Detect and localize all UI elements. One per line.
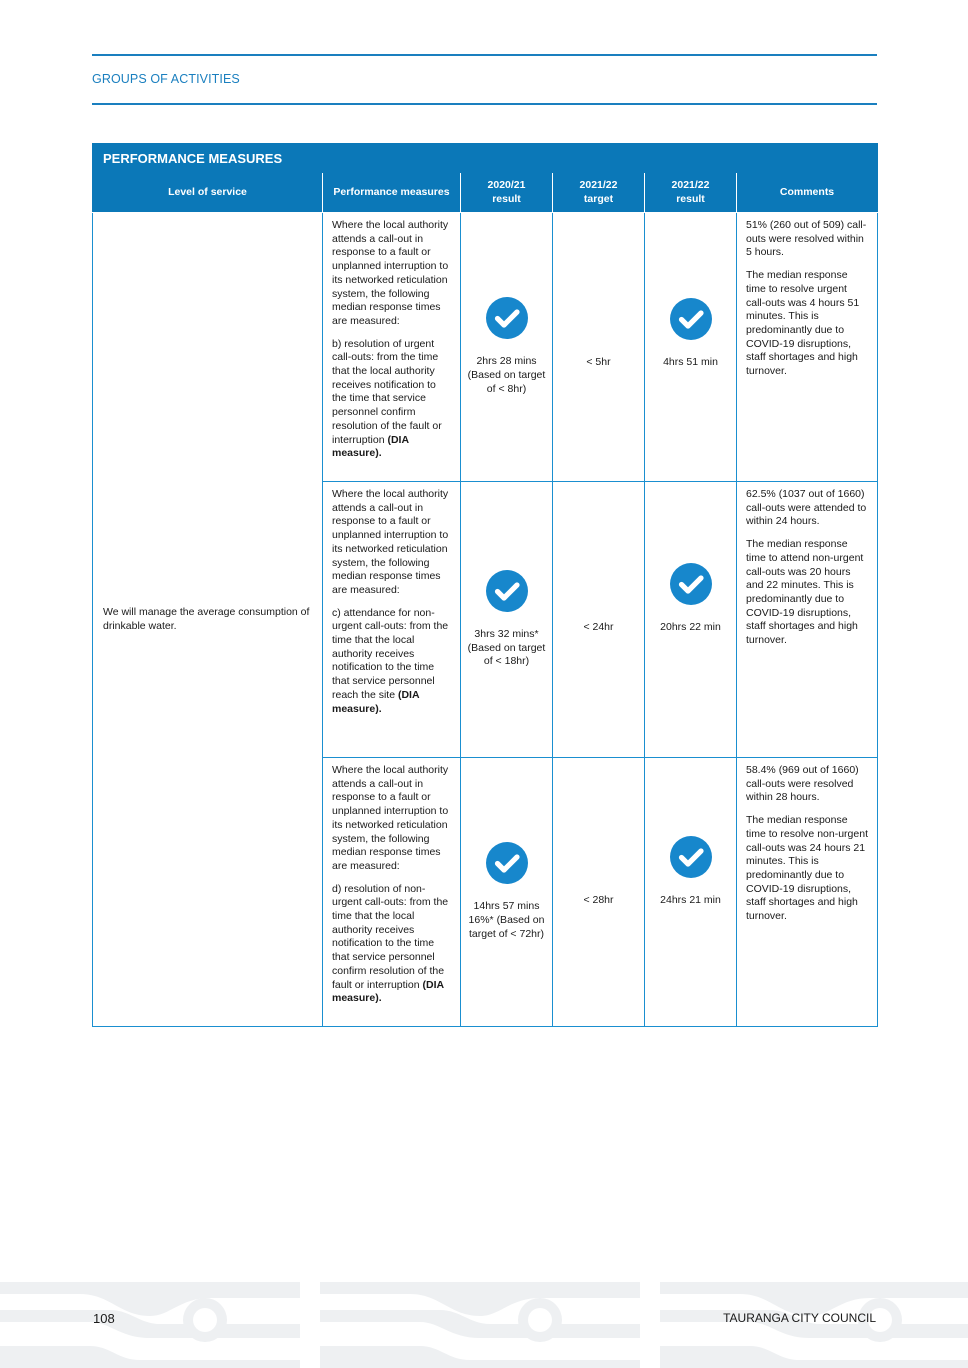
page-number: 108 — [93, 1311, 115, 1326]
checkmark-circle-icon — [486, 842, 528, 884]
comment-detail: The median response time to resolve non-urgent call-outs was 24 hours 21 minutes. This is predominantly due to COVID-19 disruptions, staff shortages and high turnover. — [746, 814, 868, 923]
col-header-line: 2021/22 — [671, 178, 710, 191]
target-cell — [553, 758, 645, 1027]
measure-intro: Where the local authority attends a call-out in response to a fault or unplanned interruption to its networked reticulation system, the following median response times are measured: — [332, 488, 449, 596]
measure-detail-text: c) attendance for non-urgent call-outs: from the time that the local authority receives notification to the time that service personnel reach the site — [332, 606, 449, 701]
dia-measure-label: (DIA measure). — [332, 978, 444, 1005]
checkmark-circle-icon — [670, 563, 712, 605]
target-value: < 24hr — [583, 621, 614, 634]
comments-cell — [737, 758, 878, 1027]
col-header-2020-21-result — [461, 173, 553, 213]
measure-detail-text: d) resolution of non-urgent call-outs: from the time that the local authority receives notification to the time that service personnel confirm resolution of the fault or interruption — [332, 882, 449, 991]
prev-result-value: 14hrs 57 mins 16%* (Based on target of < 72hr) — [468, 900, 545, 940]
prev-result-cell — [461, 482, 553, 758]
header-top-rule — [92, 54, 877, 56]
measure-intro: Where the local authority attends a call-out in response to a fault or unplanned interruption to its networked reticulation system, the following median response times are measured: — [332, 219, 449, 327]
result-value: 4hrs 51 min — [663, 355, 718, 368]
checkmark-circle-icon — [486, 297, 528, 339]
performance-measure-cell — [323, 213, 461, 482]
result-cell — [645, 213, 737, 482]
col-header-2021-22-result — [645, 173, 737, 213]
col-header-performance-measures: Performance measures — [323, 173, 461, 213]
measure-detail — [332, 338, 451, 461]
col-header-comments: Comments — [737, 173, 878, 213]
comment-detail: The median response time to resolve urgent call-outs was 4 hours 51 minutes. This is predominantly due to COVID-19 disruptions, staff shortages and high turnover. — [746, 269, 860, 378]
level-of-service-cell: We will manage the average consumption of drinkable water. — [93, 213, 323, 1027]
target-value: < 28hr — [583, 893, 614, 906]
result-value: 20hrs 22 min — [660, 621, 721, 634]
target-cell — [553, 213, 645, 482]
organisation-name: TAURANGA CITY COUNCIL — [723, 1311, 876, 1325]
measure-detail — [332, 883, 451, 1006]
comment-summary: 51% (260 out of 509) call-outs were resolved within 5 hours. — [746, 219, 867, 259]
measure-intro: Where the local authority attends a call-out in response to a fault or unplanned interruption to its networked reticulation system, the following median response times are measured: — [332, 764, 449, 872]
col-header-line: target — [583, 192, 614, 205]
comments-cell — [737, 482, 878, 758]
dia-measure-label: (DIA measure). — [332, 433, 409, 460]
checkmark-circle-icon — [670, 836, 712, 878]
checkmark-circle-icon — [486, 570, 528, 612]
checkmark-circle-icon — [670, 298, 712, 340]
comment-detail: The median response time to attend non-urgent call-outs was 20 hours and 22 minutes. This is predominantly due to COVID-19 disruptions, staff shortages and high turnover. — [746, 538, 864, 647]
result-cell — [645, 482, 737, 758]
col-header-line: result — [492, 192, 521, 205]
col-header-2021-22-target — [553, 173, 645, 213]
comment-summary: 62.5% (1037 out of 1660) call-outs were attended to within 24 hours. — [746, 488, 867, 528]
measure-detail — [332, 607, 451, 717]
result-value: 24hrs 21 min — [660, 893, 721, 906]
prev-result-cell — [461, 213, 553, 482]
performance-measure-cell — [323, 758, 461, 1027]
col-header-line: result — [676, 192, 705, 205]
result-cell — [645, 758, 737, 1027]
comments-cell — [737, 213, 878, 482]
table-header-row — [93, 173, 878, 213]
dia-measure-label: (DIA measure). — [332, 688, 420, 715]
measure-detail-text: b) resolution of urgent call-outs: from the time that the local authority receives notification to the time that service personnel confirm resolution of the fault or interruption — [332, 337, 442, 446]
col-header-level-of-service: Level of service — [93, 173, 323, 213]
performance-measure-cell — [323, 482, 461, 758]
prev-result-value: 3hrs 32 mins* (Based on target of < 18hr) — [467, 627, 546, 668]
table-row — [93, 213, 878, 482]
col-header-line: 2020/21 — [487, 178, 526, 191]
col-header-line: 2021/22 — [579, 178, 618, 191]
prev-result-cell — [461, 758, 553, 1027]
section-label: GROUPS OF ACTIVITIES — [92, 72, 240, 86]
prev-result-value: 2hrs 28 mins (Based on target of < 8hr) — [467, 355, 546, 395]
comment-summary: 58.4% (969 out of 1660) call-outs were resolved within 28 hours. — [746, 764, 859, 804]
target-value: < 5hr — [586, 355, 611, 368]
performance-measures-table — [92, 143, 878, 1027]
target-cell — [553, 482, 645, 758]
header-bottom-rule — [92, 103, 877, 105]
table-title: PERFORMANCE MEASURES — [93, 144, 878, 173]
